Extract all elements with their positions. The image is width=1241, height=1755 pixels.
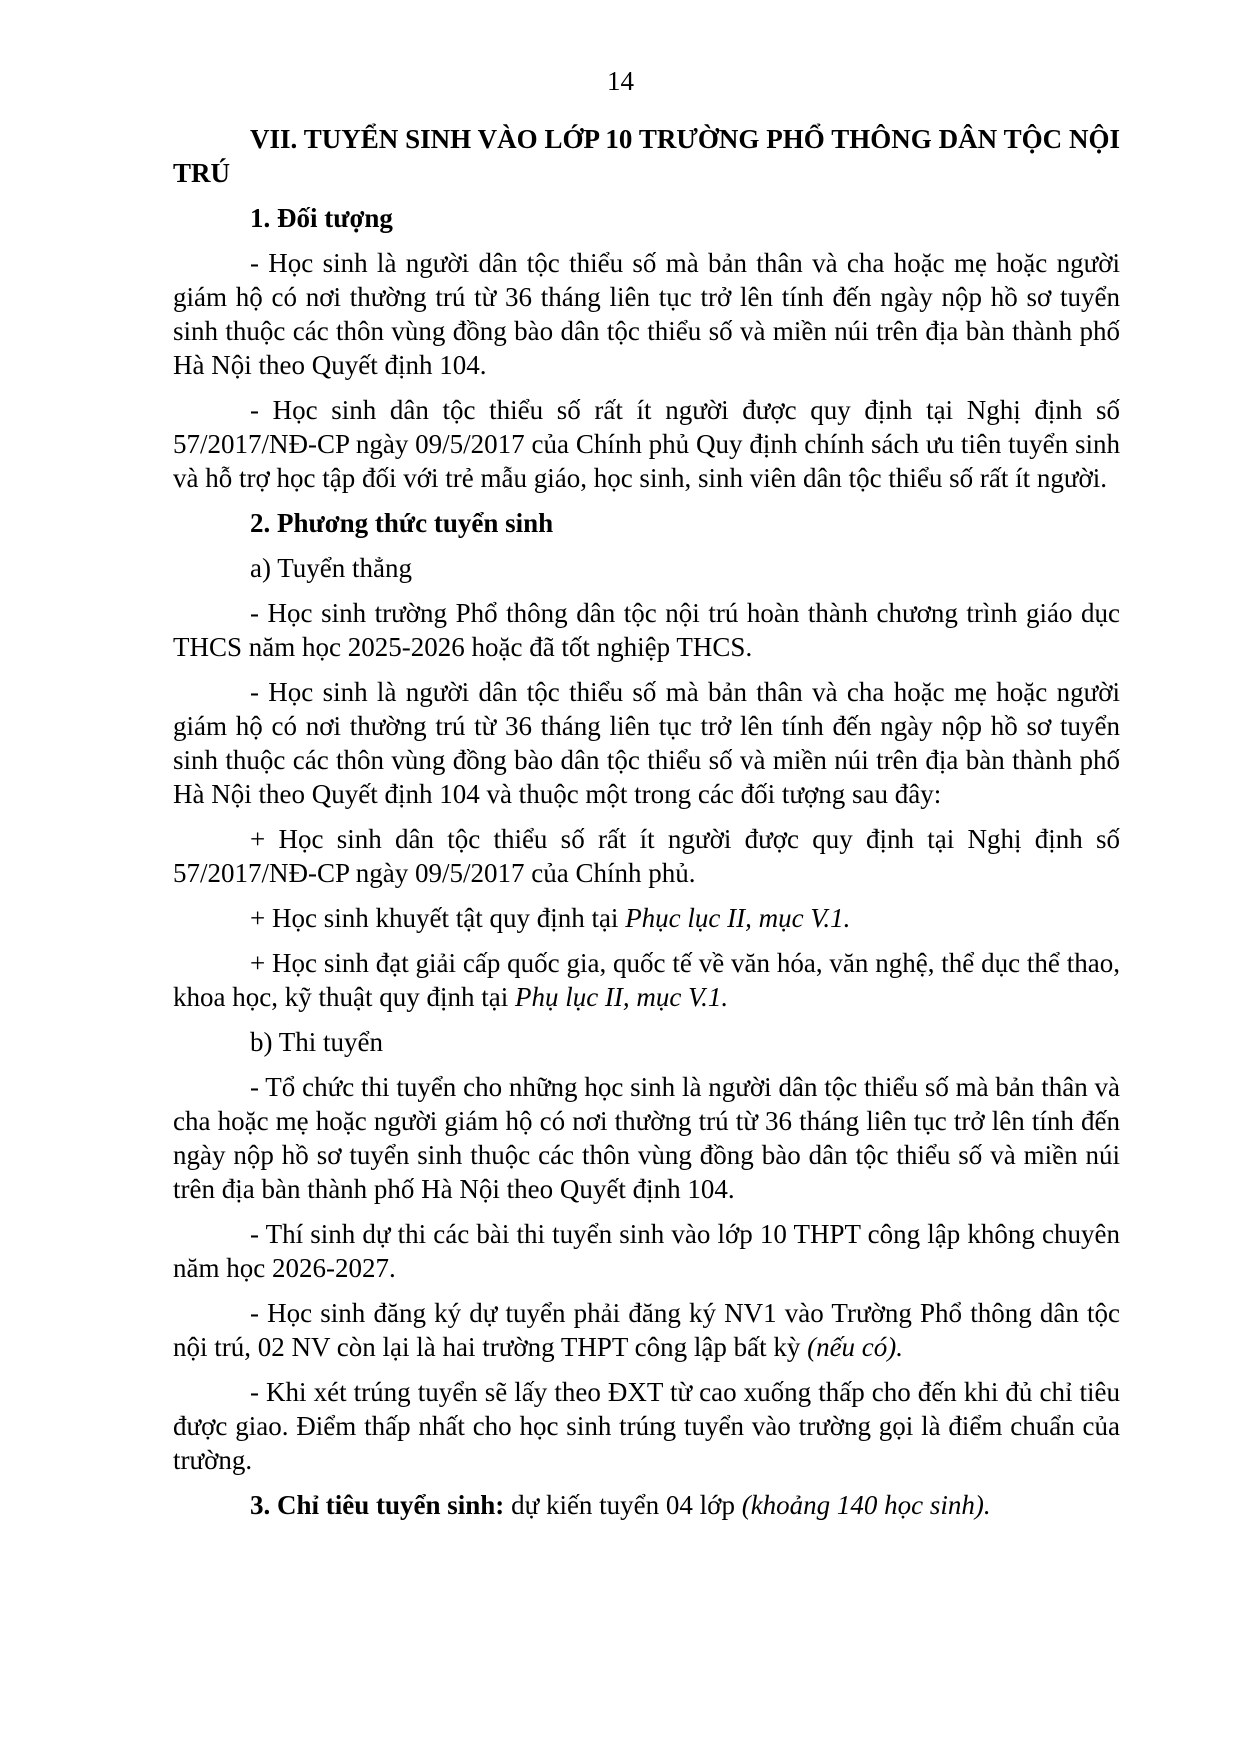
document-body [173, 122, 1120, 1533]
part-b-paragraph-2: - Thí sinh dự thi các bài thi tuyển sinh vào lớp 10 THPT công lập không chuyên năm học 2026-2027. [173, 1219, 1120, 1283]
part-a-bullet-2-text: + Học sinh khuyết tật quy định tại [250, 903, 626, 933]
part-b-paragraph-3 [173, 1296, 1120, 1364]
part-a-bullet-2 [173, 901, 1120, 935]
part-b-paragraph-1: - Tổ chức thi tuyển cho những học sinh là người dân tộc thiểu số mà bản thân và cha hoặc mẹ hoặc người giám hộ có nơi thường trú từ 36 tháng liên tục trở lên tính đến ngày nộp hồ sơ tuyển sinh thuộc các thôn vùng đồng bào dân tộc thiểu số và miền núi trên địa bàn thành phố Hà Nội theo Quyết định 104. [173, 1072, 1120, 1204]
part-a-bullet-1: + Học sinh dân tộc thiểu số rất ít người được quy định tại Nghị định số 57/2017/NĐ-CP ngày 09/5/2017 của Chính phủ. [173, 824, 1120, 888]
part-b-paragraph-3-note: (nếu có). [807, 1332, 904, 1362]
subsection-3 [173, 1488, 1120, 1522]
part-a-paragraph-1: - Học sinh trường Phổ thông dân tộc nội trú hoàn thành chương trình giáo dục THCS năm học 2025-2026 hoặc đã tốt nghiệp THCS. [173, 598, 1120, 662]
part-a-bullet-3-reference: Phụ lục II, mục V.1. [514, 982, 729, 1012]
subsection-3-title: 3. Chỉ tiêu tuyển sinh: [250, 1490, 505, 1520]
subsection-2-title: 2. Phương thức tuyển sinh [250, 508, 554, 538]
part-a-paragraph-2: - Học sinh là người dân tộc thiểu số mà bản thân và cha hoặc mẹ hoặc người giám hộ có nơi thường trú từ 36 tháng liên tục trở lên tính đến ngày nộp hồ sơ tuyển sinh thuộc các thôn vùng đồng bào dân tộc thiểu số và miền núi trên địa bàn thành phố Hà Nội theo Quyết định 104 và thuộc một trong các đối tượng sau đây: [173, 677, 1120, 809]
subsection-1-paragraph-2: - Học sinh dân tộc thiểu số rất ít người được quy định tại Nghị định số 57/2017/NĐ-CP ngày 09/5/2017 của Chính phủ Quy định chính sách ưu tiên tuyển sinh và hỗ trợ học tập đối với trẻ mẫu giáo, học sinh, sinh viên dân tộc thiểu số rất ít người. [173, 395, 1120, 493]
subsection-3-note: (khoảng 140 học sinh). [741, 1490, 991, 1520]
page-number: 14 [607, 66, 634, 96]
subsection-1-title: 1. Đối tượng [250, 203, 393, 233]
part-b-paragraph-4: - Khi xét trúng tuyển sẽ lấy theo ĐXT từ cao xuống thấp cho đến khi đủ chỉ tiêu được giao. Điểm thấp nhất cho học sinh trúng tuyển vào trường gọi là điểm chuẩn của trường. [173, 1377, 1120, 1475]
subsection-3-text: dự kiến tuyển 04 lớp [504, 1490, 742, 1520]
part-b-paragraph-3-text: - Học sinh đăng ký dự tuyển phải đăng ký NV1 vào Trường Phổ thông dân tộc nội trú, 02 NV còn lại là hai trường THPT công lập bất kỳ [173, 1298, 1120, 1362]
part-a-bullet-3-text: + Học sinh đạt giải cấp quốc gia, quốc tế về văn hóa, văn nghệ, thể dục thể thao, khoa học, kỹ thuật quy định tại [173, 948, 1120, 1012]
part-a-bullet-2-reference: Phục lục II, mục V.1. [625, 903, 851, 933]
section-title: VII. TUYỂN SINH VÀO LỚP 10 TRƯỜNG PHỔ THÔNG DÂN TỘC NỘI TRÚ [173, 124, 1120, 188]
subsection-1-paragraph-1: - Học sinh là người dân tộc thiểu số mà bản thân và cha hoặc mẹ hoặc người giám hộ có nơi thường trú từ 36 tháng liên tục trở lên tính đến ngày nộp hồ sơ tuyển sinh thuộc các thôn vùng đồng bào dân tộc thiểu số và miền núi trên địa bàn thành phố Hà Nội theo Quyết định 104. [173, 248, 1120, 380]
part-a-label: a) Tuyển thẳng [250, 553, 412, 583]
part-a-bullet-3 [173, 946, 1120, 1014]
part-b-label: b) Thi tuyển [250, 1027, 383, 1057]
